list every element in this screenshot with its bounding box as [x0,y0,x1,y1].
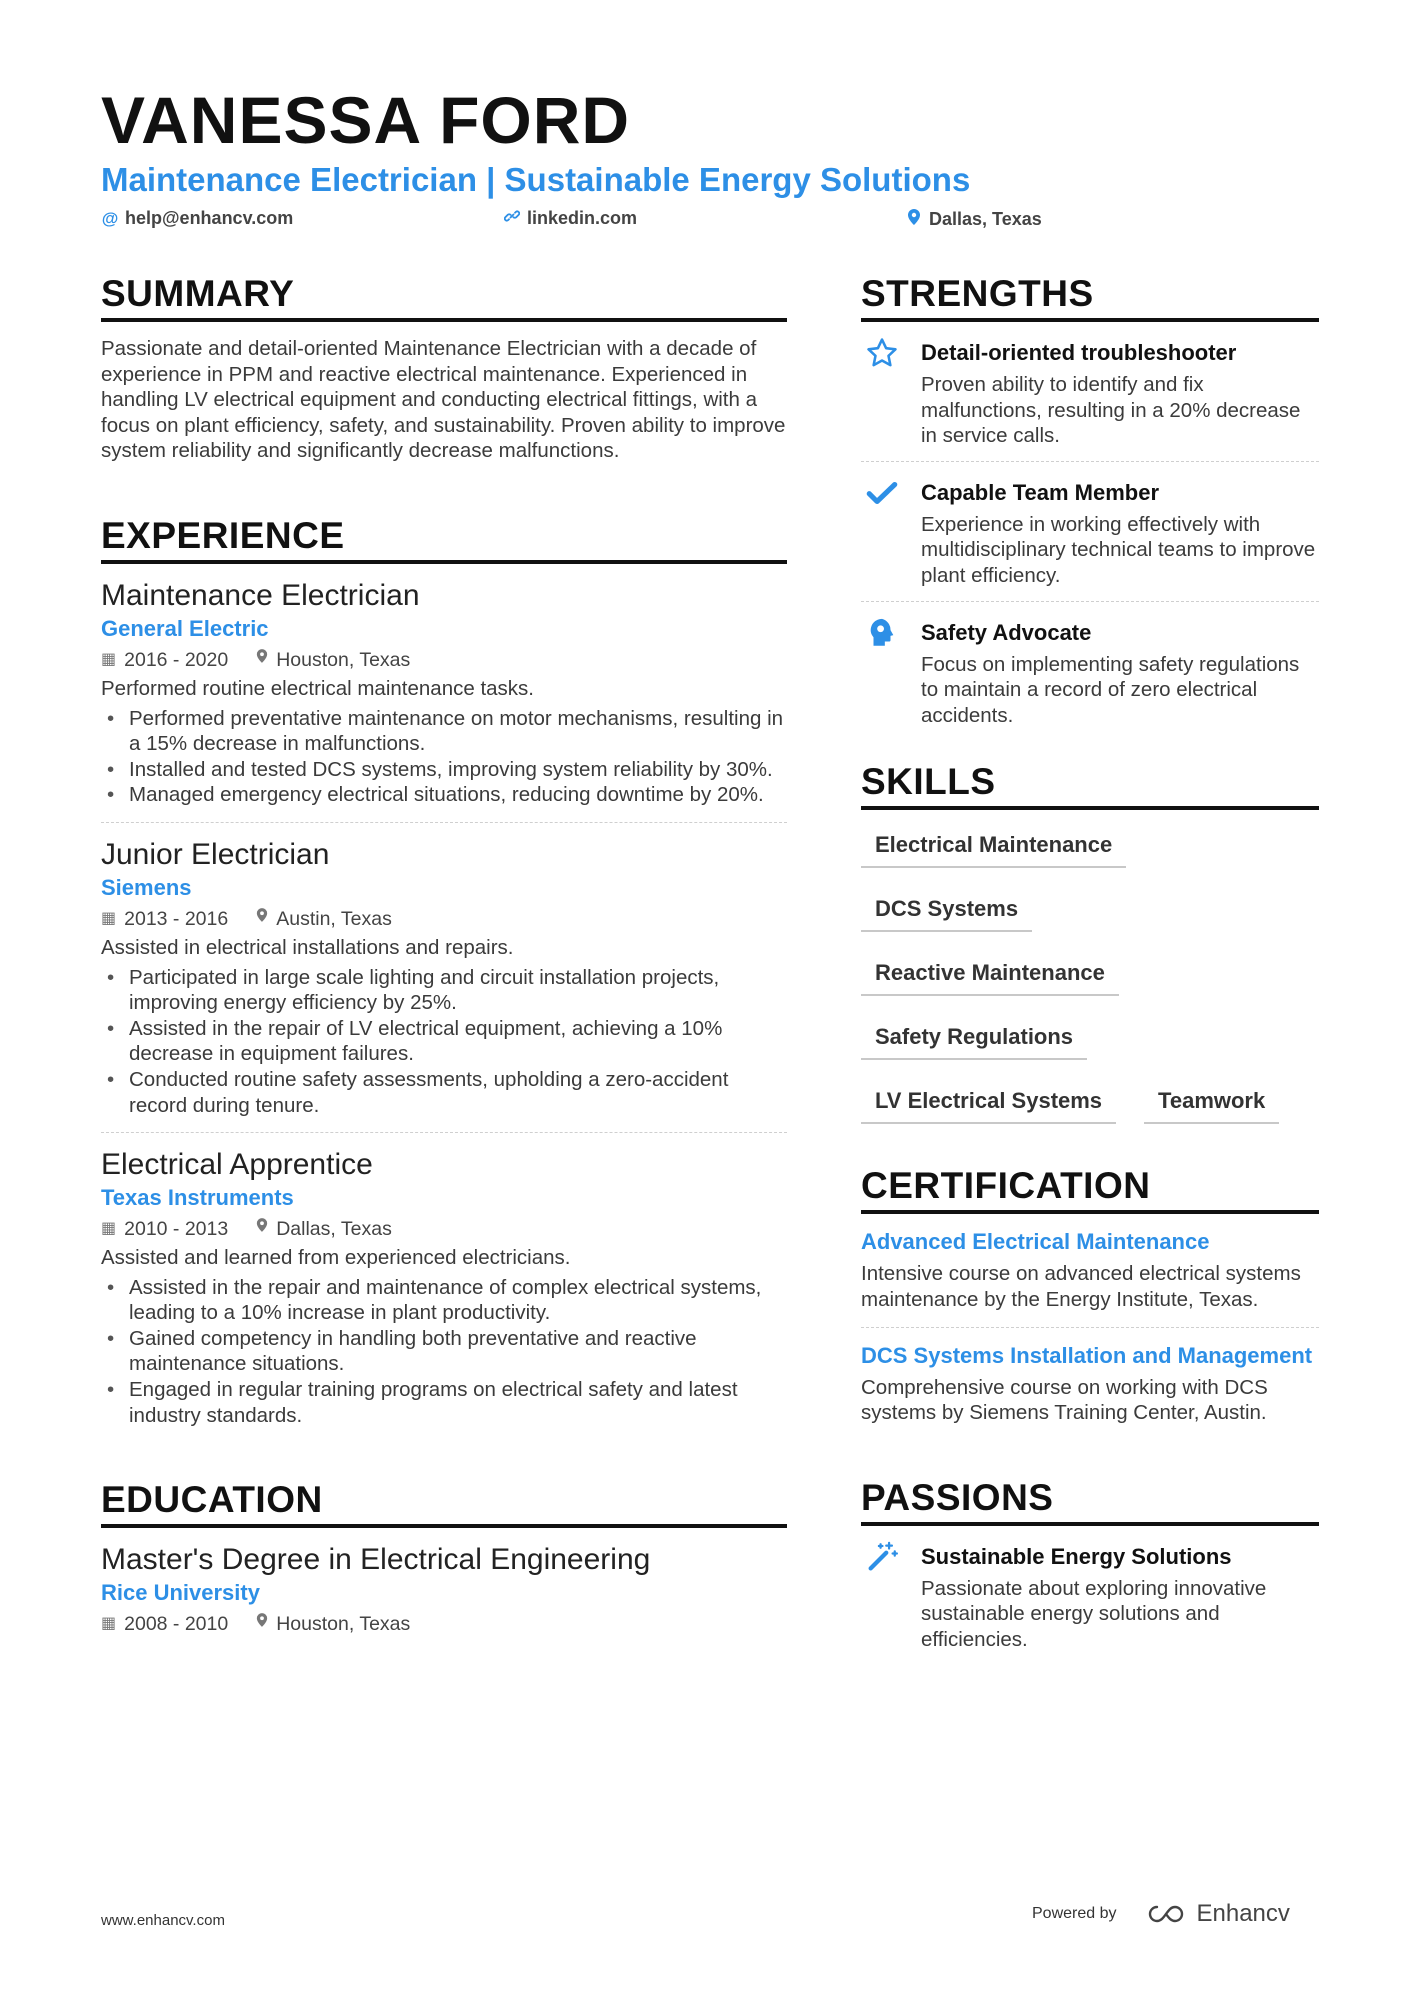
job-meta [101,903,787,935]
strength-desc: Experience in working effectively with multidisciplinary technical teams to improve plant efficiency. [921,512,1316,587]
education-heading: EDUCATION [101,1478,787,1528]
education-dates: 2008 - 2010 [124,1613,229,1636]
certification-item [861,1342,1319,1440]
candidate-title: Maintenance Electrician | Sustainable Energy Solutions [101,161,971,198]
contact-linkedin[interactable] [503,208,637,229]
checkmark-icon [861,476,903,589]
head-icon [861,616,903,729]
job-entry [101,578,787,823]
passion-title: Sustainable Energy Solutions [921,1543,1232,1569]
job-summary: Assisted and learned from experienced electricians. [101,1246,571,1270]
email-text: help@enhancv.com [125,208,294,228]
strength-title: Detail-oriented troubleshooter [921,340,1237,365]
skills-heading: SKILLS [861,760,1319,810]
location-text: Dallas, Texas [929,209,1042,229]
summary-section [101,272,787,464]
contact-row [101,208,1321,238]
brand-name: Enhancv [1196,1900,1290,1927]
contact-email[interactable] [101,208,293,229]
education-meta [101,1608,787,1640]
school-name: Rice University [101,1580,260,1606]
job-location: Austin, Texas [276,907,392,930]
company-name: Texas Instruments [101,1185,294,1211]
bullet-item: • Conducted routine safety assessments, upholding a zero-accident record during tenure. [101,1067,787,1118]
linkedin-text: linkedin.com [527,208,638,228]
job-dates: 2010 - 2013 [124,1218,229,1241]
calendar-icon: ▦ [101,1220,117,1238]
summary-text: Passionate and detail-oriented Maintenance Electrician with a decade of experience in PPM and reactive electrical maintenance. Experienced in handling LV electrical equipment and conducting electrical fittings, with a focus on plant efficiency, safety, and sustainability. Proven ability to improve system reliability and significantly decrease malfunctions. [101,337,786,463]
passions-section [861,1476,1319,1665]
skill-tag: DCS Systems [861,888,1032,932]
strength-item [861,616,1319,741]
company-name: Siemens [101,874,192,900]
certification-desc: Intensive course on advanced electrical systems maintenance by the Energy Institute, Texas. [861,1262,1301,1311]
skill-tag: Safety Regulations [861,1016,1087,1060]
magic-wand-icon [861,1540,903,1653]
job-location: Dallas, Texas [276,1218,392,1241]
job-title: Electrical Apprentice [101,1148,373,1182]
bullet-item: • Managed emergency electrical situations, reducing downtime by 20%. [101,782,787,808]
job-meta [101,644,787,676]
company-name: General Electric [101,615,269,641]
certification-title: DCS Systems Installation and Management [861,1342,1313,1368]
passion-desc: Passionate about exploring innovative sustainable energy solutions and efficiencies. [921,1576,1267,1651]
candidate-name: VANESSA FORD [101,83,631,157]
location-pin-icon [256,903,268,935]
strength-desc: Proven ability to identify and fix malfunctions, resulting in a 20% decrease in service calls. [921,373,1301,448]
resume-header [101,83,1321,238]
job-entry [101,1147,787,1442]
location-pin-icon [256,644,268,676]
job-bullets [101,706,787,808]
job-location: Houston, Texas [276,648,411,671]
experience-section [101,514,787,1442]
experience-heading: EXPERIENCE [101,514,787,564]
contact-location [905,208,1042,231]
job-dates: 2013 - 2016 [124,907,229,930]
strength-item [861,336,1319,462]
education-section [101,1478,787,1640]
certification-section [861,1164,1319,1439]
job-title: Maintenance Electrician [101,578,420,612]
job-summary: Performed routine electrical maintenance tasks. [101,676,534,700]
strength-title: Capable Team Member [921,479,1160,505]
calendar-icon: ▦ [101,650,117,668]
skill-tag: Electrical Maintenance [861,824,1126,868]
footer-website[interactable]: www.enhancv.com [101,1912,225,1929]
job-summary: Assisted in electrical installations and repairs. [101,935,514,959]
left-column [101,272,787,1640]
at-sign-icon: @ [101,208,119,228]
location-pin-icon [256,1608,268,1640]
strength-title: Safety Advocate [921,619,1092,645]
bullet-item: • Participated in large scale lighting and circuit installation projects, improving energy efficiency by 25%. [101,965,787,1016]
passion-item [861,1540,1319,1665]
location-pin-icon [256,1213,268,1245]
skills-section [861,760,1319,1124]
right-column [861,272,1319,1679]
passions-heading: PASSIONS [861,1476,1319,1526]
bullet-item: • Installed and tested DCS systems, improving system reliability by 30%. [101,757,787,783]
certification-title: Advanced Electrical Maintenance [861,1229,1210,1255]
certification-desc: Comprehensive course on working with DCS systems by Siemens Training Center, Austin. [861,1375,1268,1425]
skills-list [861,824,1319,1124]
location-pin-icon [905,208,923,231]
calendar-icon: ▦ [101,1615,117,1633]
job-bullets [101,1275,787,1429]
strength-item [861,476,1319,602]
link-icon [503,208,521,229]
education-location: Houston, Texas [276,1613,411,1636]
job-dates: 2016 - 2020 [124,648,229,671]
bullet-item: • Engaged in regular training programs on electrical safety and latest industry standards. [101,1377,787,1428]
strengths-section [861,272,1319,740]
summary-heading: SUMMARY [101,272,787,322]
certification-item [861,1228,1319,1327]
enhancv-logo [1143,1900,1290,1928]
strengths-heading: STRENGTHS [861,272,1319,322]
footer-branding[interactable] [1032,1900,1290,1928]
skill-tag: LV Electrical Systems [861,1080,1116,1124]
strength-desc: Focus on implementing safety regulations to maintain a record of zero electrical accidents. [921,652,1300,727]
calendar-icon: ▦ [101,909,117,927]
skill-tag: Teamwork [1144,1080,1279,1124]
skill-tag: Reactive Maintenance [861,952,1119,996]
bullet-item: • Performed preventative maintenance on motor mechanisms, resulting in a 15% decrease in malfunctions. [101,706,787,757]
enhancv-mark-icon [1143,1902,1189,1926]
bullet-item: • Gained competency in handling both preventative and reactive maintenance situations. [101,1326,787,1377]
bullet-item: • Assisted in the repair and maintenance of complex electrical systems, leading to a 10% increase in plant productivity. [101,1275,787,1326]
star-icon [861,336,903,449]
certification-heading: CERTIFICATION [861,1164,1319,1214]
powered-by-label: Powered by [1032,1905,1117,1922]
bullet-item: • Assisted in the repair of LV electrical equipment, achieving a 10% decrease in equipment failures. [101,1016,787,1067]
job-title: Junior Electrician [101,837,330,871]
job-entry [101,837,787,1133]
degree-title: Master's Degree in Electrical Engineering [101,1543,651,1577]
job-bullets [101,965,787,1119]
job-meta [101,1213,787,1245]
